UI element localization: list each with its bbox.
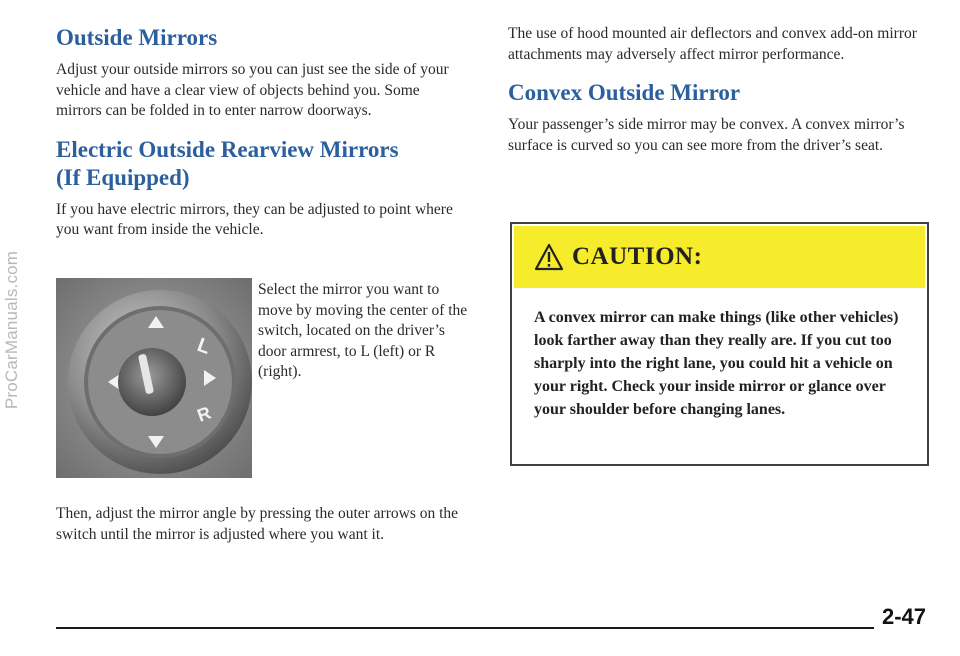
section-heading-convex-mirror: Convex Outside Mirror [508, 80, 741, 105]
left-bottom-text [56, 504, 466, 545]
heading-line-2: (If Equipped) [56, 164, 190, 190]
paragraph-convex-mirror: Your passenger’s side mirror may be convex. A convex mirror’s surface is curved so you can see more from the driver’s seat. [508, 116, 905, 154]
heading-line-1: Electric Outside Rearview Mirrors [56, 136, 399, 162]
page-number: 2-47 [881, 604, 926, 629]
paragraph-adjust-angle: Then, adjust the mirror angle by pressing the outer arrows on the switch until the mirror is adjusted where you want it. [56, 505, 459, 543]
caution-title: CAUTION: [572, 243, 703, 270]
paragraph-hood-deflectors: The use of hood mounted air deflectors and convex add-on mirror attachments may adversely affect mirror performance. [508, 25, 917, 63]
switch-label-right: R [194, 402, 214, 426]
watermark [2, 70, 22, 590]
switch-label-left: L [194, 334, 214, 359]
caution-box [510, 222, 929, 466]
watermark-text: ProCarManuals.com [2, 250, 21, 410]
right-column [508, 24, 928, 156]
figure-row [56, 278, 466, 478]
caution-text: A convex mirror can make things (like other vehicles) look farther away than they really are. If you cut too sharply into the right lane, you could hit a vehicle on your right. Check your inside mirror or glance over your shoulder before changing lanes. [534, 309, 899, 418]
left-column [56, 24, 466, 241]
paragraph-adjust-mirrors: Adjust your outside mirrors so you can just see the side of your vehicle and have a clear view of objects behind you. Some mirrors can be folded in to enter narrow doorways. [56, 61, 449, 119]
paragraph-electric-mirrors: If you have electric mirrors, they can be adjusted to point where you want from inside the vehicle. [56, 200, 453, 238]
section-heading-outside-mirrors: Outside Mirrors [56, 25, 218, 50]
paragraph-select-mirror: Select the mirror you want to move by moving the center of the switch, located on the driver’s door armrest, to L (left) or R (right). [258, 281, 468, 380]
mirror-switch-image [56, 278, 252, 478]
footer-rule [56, 627, 874, 629]
section-heading-electric-mirrors [56, 136, 466, 192]
warning-triangle-icon [534, 243, 564, 271]
mirror-switch-illustration [56, 278, 252, 478]
caution-header [514, 226, 925, 288]
